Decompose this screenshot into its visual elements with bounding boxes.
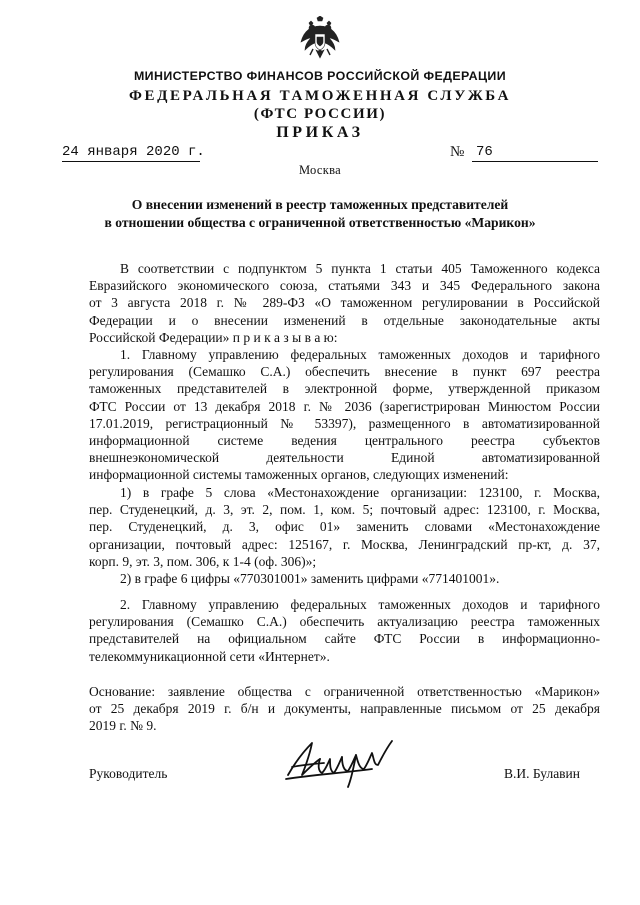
text-line: таможенных представителей в электронной форме, утвержденной приказом — [89, 381, 600, 397]
text-line: 2019 г. № 9. — [89, 718, 157, 734]
text-line: внешнеэкономической деятельности Единой автоматизированной — [89, 450, 600, 466]
document-number: 76 — [472, 144, 598, 162]
text-line: Федерации и о внесении изменений в отдельные законодательные акты — [89, 312, 600, 328]
signatory-name: В.И. Булавин — [504, 766, 581, 781]
text-line: 1. Главному управлению федеральных таможенных доходов и тарифного — [120, 347, 600, 362]
document-type: ПРИКАЗ — [276, 124, 364, 141]
text-line: В соответствии с подпунктом 5 пункта 1 статьи 405 Таможенного кодекса — [120, 261, 600, 276]
item-2-paragraph — [89, 596, 600, 665]
text-line: 2) в графе 6 цифры «770301001» заменить цифрами «771401001». — [120, 571, 500, 586]
text-line: информационной системы таможенных органов, следующих изменений: — [89, 467, 509, 483]
text-line: ФТС России от 13 декабря 2018 г. № 2036 (зарегистрирован Минюстом России — [89, 398, 600, 414]
text-line: пер. Студенецкий, д. 3, эт. 2, пом. 1, ком. 5; почтовый адрес: 123100, г. Москва, — [89, 502, 600, 518]
handwritten-signature-icon — [282, 735, 400, 793]
item-1-paragraph — [89, 346, 600, 484]
document-city: Москва — [298, 163, 342, 177]
text-line: регулирования (Семашко С.А.) обеспечить актуализацию реестра таможенных — [89, 614, 600, 630]
text-line: телекоммуникационной сети «Интернет». — [89, 648, 330, 664]
basis-paragraph — [89, 683, 600, 735]
state-emblem-icon — [300, 16, 340, 64]
text-line: Основание: заявление общества с ограниченной ответственностью «Марикон» — [89, 684, 600, 699]
text-line: от 3 августа 2018 г. № 289-ФЗ «О таможенном регулировании в Российской — [89, 295, 600, 311]
subitem-1-paragraph — [89, 484, 600, 570]
text-line: организации, почтовый адрес: 125167, г. Москва, Ленинградский пр-кт, д. 37, — [89, 536, 600, 552]
text-line: регулирования (Семашко С.А.) обеспечить внесение в пункт 697 реестра — [89, 364, 600, 380]
text-line: информационной системе ведения центрального реестра субъектов — [89, 432, 600, 448]
service-short-name: (ФТС РОССИИ) — [253, 106, 387, 122]
text-line: корп. 9, эт. 3, пом. 306, к 1-4 (оф. 306)»; — [89, 553, 317, 569]
text-line: пер. Студенецкий, д. 3, офис 01» заменить словами «Местонахождение — [89, 519, 600, 535]
text-line: представителей на официальном сайте ФТС России в информационно- — [89, 631, 600, 647]
subitem-2-paragraph — [89, 570, 600, 587]
text-line: 17.01.2019, регистрационный № 53397), размещенного в автоматизированной — [89, 415, 600, 431]
signatory-position: Руководитель — [89, 766, 168, 781]
text-line: 2. Главному управлению федеральных таможенных доходов и тарифного — [120, 597, 600, 612]
text-line: Евразийского экономического союза, статьями 343 и 345 Федерального закона — [89, 278, 600, 294]
document-date: 24 января 2020 г. — [62, 144, 205, 160]
text-line: от 25 декабря 2019 г. б/н и документы, направленные письмом от 25 декабря — [89, 701, 600, 717]
subject-line: О внесении изменений в реестр таможенных представителей — [131, 197, 509, 212]
preamble-paragraph — [89, 260, 600, 346]
ministry-name: МИНИСТЕРСТВО ФИНАНСОВ РОССИЙСКОЙ ФЕДЕРАЦИИ — [133, 69, 507, 83]
service-name: ФЕДЕРАЛЬНАЯ ТАМОЖЕННАЯ СЛУЖБА — [128, 88, 512, 104]
text-line: 1) в графе 5 слова «Местонахождение организации: 123100, г. Москва, — [120, 485, 600, 500]
subject-line: в отношении общества с ограниченной ответственностью «Марикон» — [104, 215, 536, 230]
text-line: Российской Федерации» п р и к а з ы в а ю: — [89, 329, 338, 345]
document-number-label: № — [450, 144, 465, 160]
